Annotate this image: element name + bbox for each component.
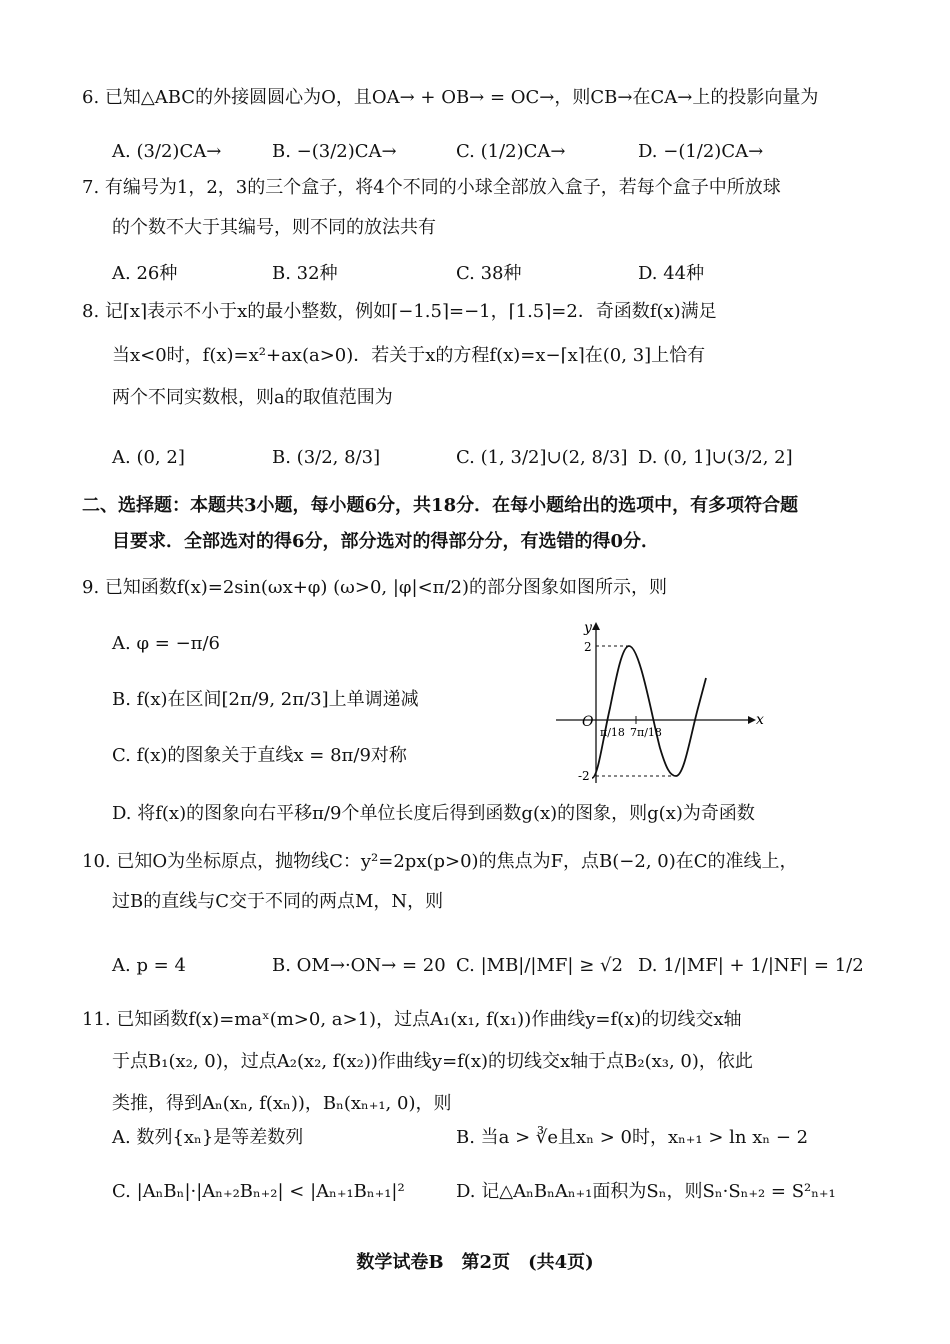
q8-option-c: C. (1, 3/2]∪(2, 8/3] [456,447,628,468]
q10-option-d: D. 1/|MF| + 1/|NF| = 1/2 [638,955,864,976]
q8-line3: 两个不同实数根，则a的取值范围为 [112,387,393,408]
q6-option-c: C. (1/2)CA→ [456,141,566,162]
section2-line2: 目要求．全部选对的得6分，部分选对的得部分分，有选错的得0分． [112,531,660,552]
q11-line2: 于点B₁(x₂, 0)，过点A₂(x₂, f(x₂))作曲线y=f(x)的切线交x轴于点B₂(x₃, 0)，依此 [112,1051,753,1072]
q11-option-d: D. 记△AₙBₙAₙ₊₁面积为Sₙ，则Sₙ·Sₙ₊₂ = S²ₙ₊₁ [456,1181,836,1202]
q7-option-b: B. 32种 [272,263,338,284]
q7-line1: 7. 有编号为1，2，3的三个盒子，将4个不同的小球全部放入盒子，若每个盒子中所放球 [82,177,781,198]
q10-option-b: B. OM→·ON→ = 20 [272,955,446,976]
q11-option-a: A. 数列{xₙ}是等差数列 [112,1127,304,1148]
y-max-label: 2 [584,640,592,654]
q9-option-d: D. 将f(x)的图象向右平移π/9个单位长度后得到函数g(x)的图象，则g(x)为奇函数 [112,803,755,824]
tick-pi-18: π/18 [600,726,625,739]
q8-option-d: D. (0, 1]∪(3/2, 2] [638,447,793,468]
q6-option-a: A. (3/2)CA→ [112,141,222,162]
y-axis-arrow-icon [592,622,600,630]
q10-option-c: C. |MB|/|MF| ≥ √2 [456,955,623,976]
q11-option-b: B. 当a > ∛e且xₙ > 0时，xₙ₊₁ > ln xₙ − 2 [456,1127,809,1148]
sine-curve [592,646,706,778]
q7-option-d: D. 44种 [638,263,705,284]
q7-option-c: C. 38种 [456,263,522,284]
q6-stem: 6. 已知△ABC的外接圆圆心为O，且OA→ + OB→ = OC→，则CB→在CA→上的投影向量为 [82,87,819,108]
q7-option-a: A. 26种 [112,263,178,284]
q9-sine-graph [548,618,778,788]
origin-label: O [582,714,594,730]
q10-line2: 过B的直线与C交于不同的两点M，N，则 [112,891,444,912]
x-axis-arrow-icon [748,716,756,724]
page-footer: 数学试卷B 第2页 (共4页) [356,1252,594,1273]
q11-option-c: C. |AₙBₙ|·|Aₙ₊₂Bₙ₊₂| < |Aₙ₊₁Bₙ₊₁|² [112,1181,405,1202]
section2-line1: 二、选择题：本题共3小题，每小题6分，共18分．在每小题给出的选项中，有多项符合题 [82,495,799,516]
q8-line2: 当x<0时，f(x)=x²+ax(a>0)．若关于x的方程f(x)=x−⌈x⌉在(0, 3]上恰有 [112,345,706,366]
q9-option-c: C. f(x)的图象关于直线x = 8π/9对称 [112,745,407,766]
q11-line3: 类推，得到Aₙ(xₙ, f(xₙ))，Bₙ(xₙ₊₁, 0)，则 [112,1093,452,1114]
y-axis-label: y [584,620,592,636]
q7-line2: 的个数不大于其编号，则不同的放法共有 [112,217,436,238]
q11-line1: 11. 已知函数f(x)=maˣ(m>0, a>1)，过点A₁(x₁, f(x₁))作曲线y=f(x)的切线交x轴 [82,1009,742,1030]
q9-option-a: A. φ = −π/6 [112,633,220,654]
q10-line1: 10. 已知O为坐标原点，抛物线C：y²=2px(p>0)的焦点为F，点B(−2, 0)在C的准线上， [82,851,798,872]
q9-option-b: B. f(x)在区间[2π/9, 2π/3]上单调递减 [112,689,419,710]
q8-option-a: A. (0, 2] [112,447,185,468]
q8-line1: 8. 记⌈x⌉表示不小于x的最小整数，例如⌈−1.5⌉=−1，⌈1.5⌉=2．奇函数f(x)满足 [82,301,717,322]
q8-option-b: B. (3/2, 8/3] [272,447,381,468]
tick-7pi-18: 7π/18 [630,726,662,739]
q9-stem: 9. 已知函数f(x)=2sin(ωx+φ) (ω>0, |φ|<π/2)的部分图象如图所示，则 [82,577,668,598]
x-axis-label: x [756,712,764,728]
q10-option-a: A. p = 4 [112,955,186,976]
q6-option-d: D. −(1/2)CA→ [638,141,764,162]
q6-option-b: B. −(3/2)CA→ [272,141,397,162]
y-min-label: -2 [578,769,590,783]
